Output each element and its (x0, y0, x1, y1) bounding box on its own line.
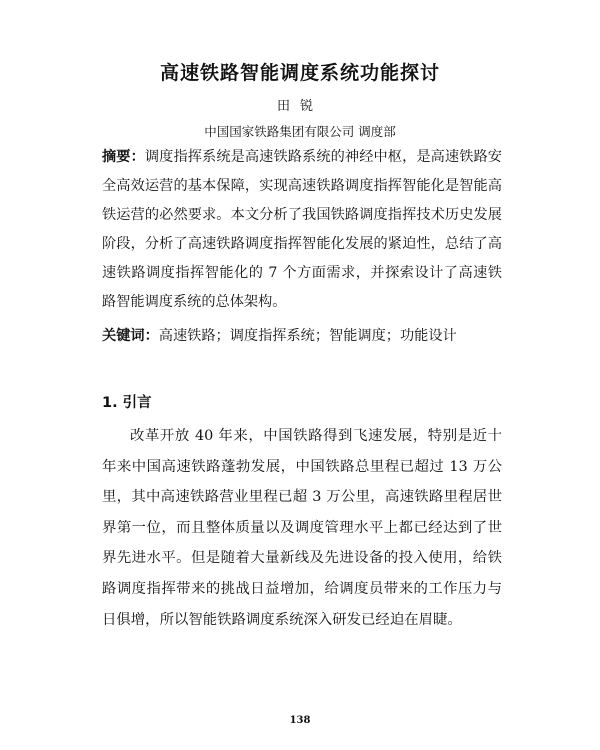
keywords-label: 关键词： (102, 328, 159, 344)
author-name: 田锐 (276, 99, 323, 114)
abstract-label: 摘要： (102, 149, 145, 165)
section-heading-introduction: 1. 引言 (102, 395, 152, 411)
page-number: 138 (289, 715, 311, 726)
abstract (102, 143, 502, 317)
keywords (102, 322, 502, 351)
paper-title: 高速铁路智能调度系统功能探讨 (159, 62, 440, 84)
author-affiliation: 中国国家铁路集团有限公司 调度部 (204, 124, 396, 139)
keywords-text: 高速铁路；调度指挥系统；智能调度；功能设计 (158, 328, 457, 344)
introduction-paragraph: 改革开放 40 年来，中国铁路得到飞速发展，特别是近十年来中国高速铁路蓬勃发展，中国铁路总里程已超过 13 万公里，其中高速铁路营业里程已超 3 万公里，高速铁路里程居世界第一位，而且整体质量以及调度管理水平上都已经达到了世界先进水平。但是随着大量新线及先进设备的投入使用，给铁路调度指挥带来的挑战日益增加，给调度员带来的工作压力与日俱增，所以智能铁路调度系统深入研发已经迫在眉睫。 (102, 428, 502, 628)
abstract-text: 调度指挥系统是高速铁路系统的神经中枢，是高速铁路安全高效运营的基本保障，实现高速铁路调度指挥智能化是智能高铁运营的必然要求。本文分析了我国铁路调度指挥技术历史发展阶段，分析了高速铁路调度指挥智能化发展的紧迫性，总结了高速铁路调度指挥智能化的 7 个方面需求，并探索设计了高速铁路智能调度系统的总体架构。 (102, 149, 502, 310)
